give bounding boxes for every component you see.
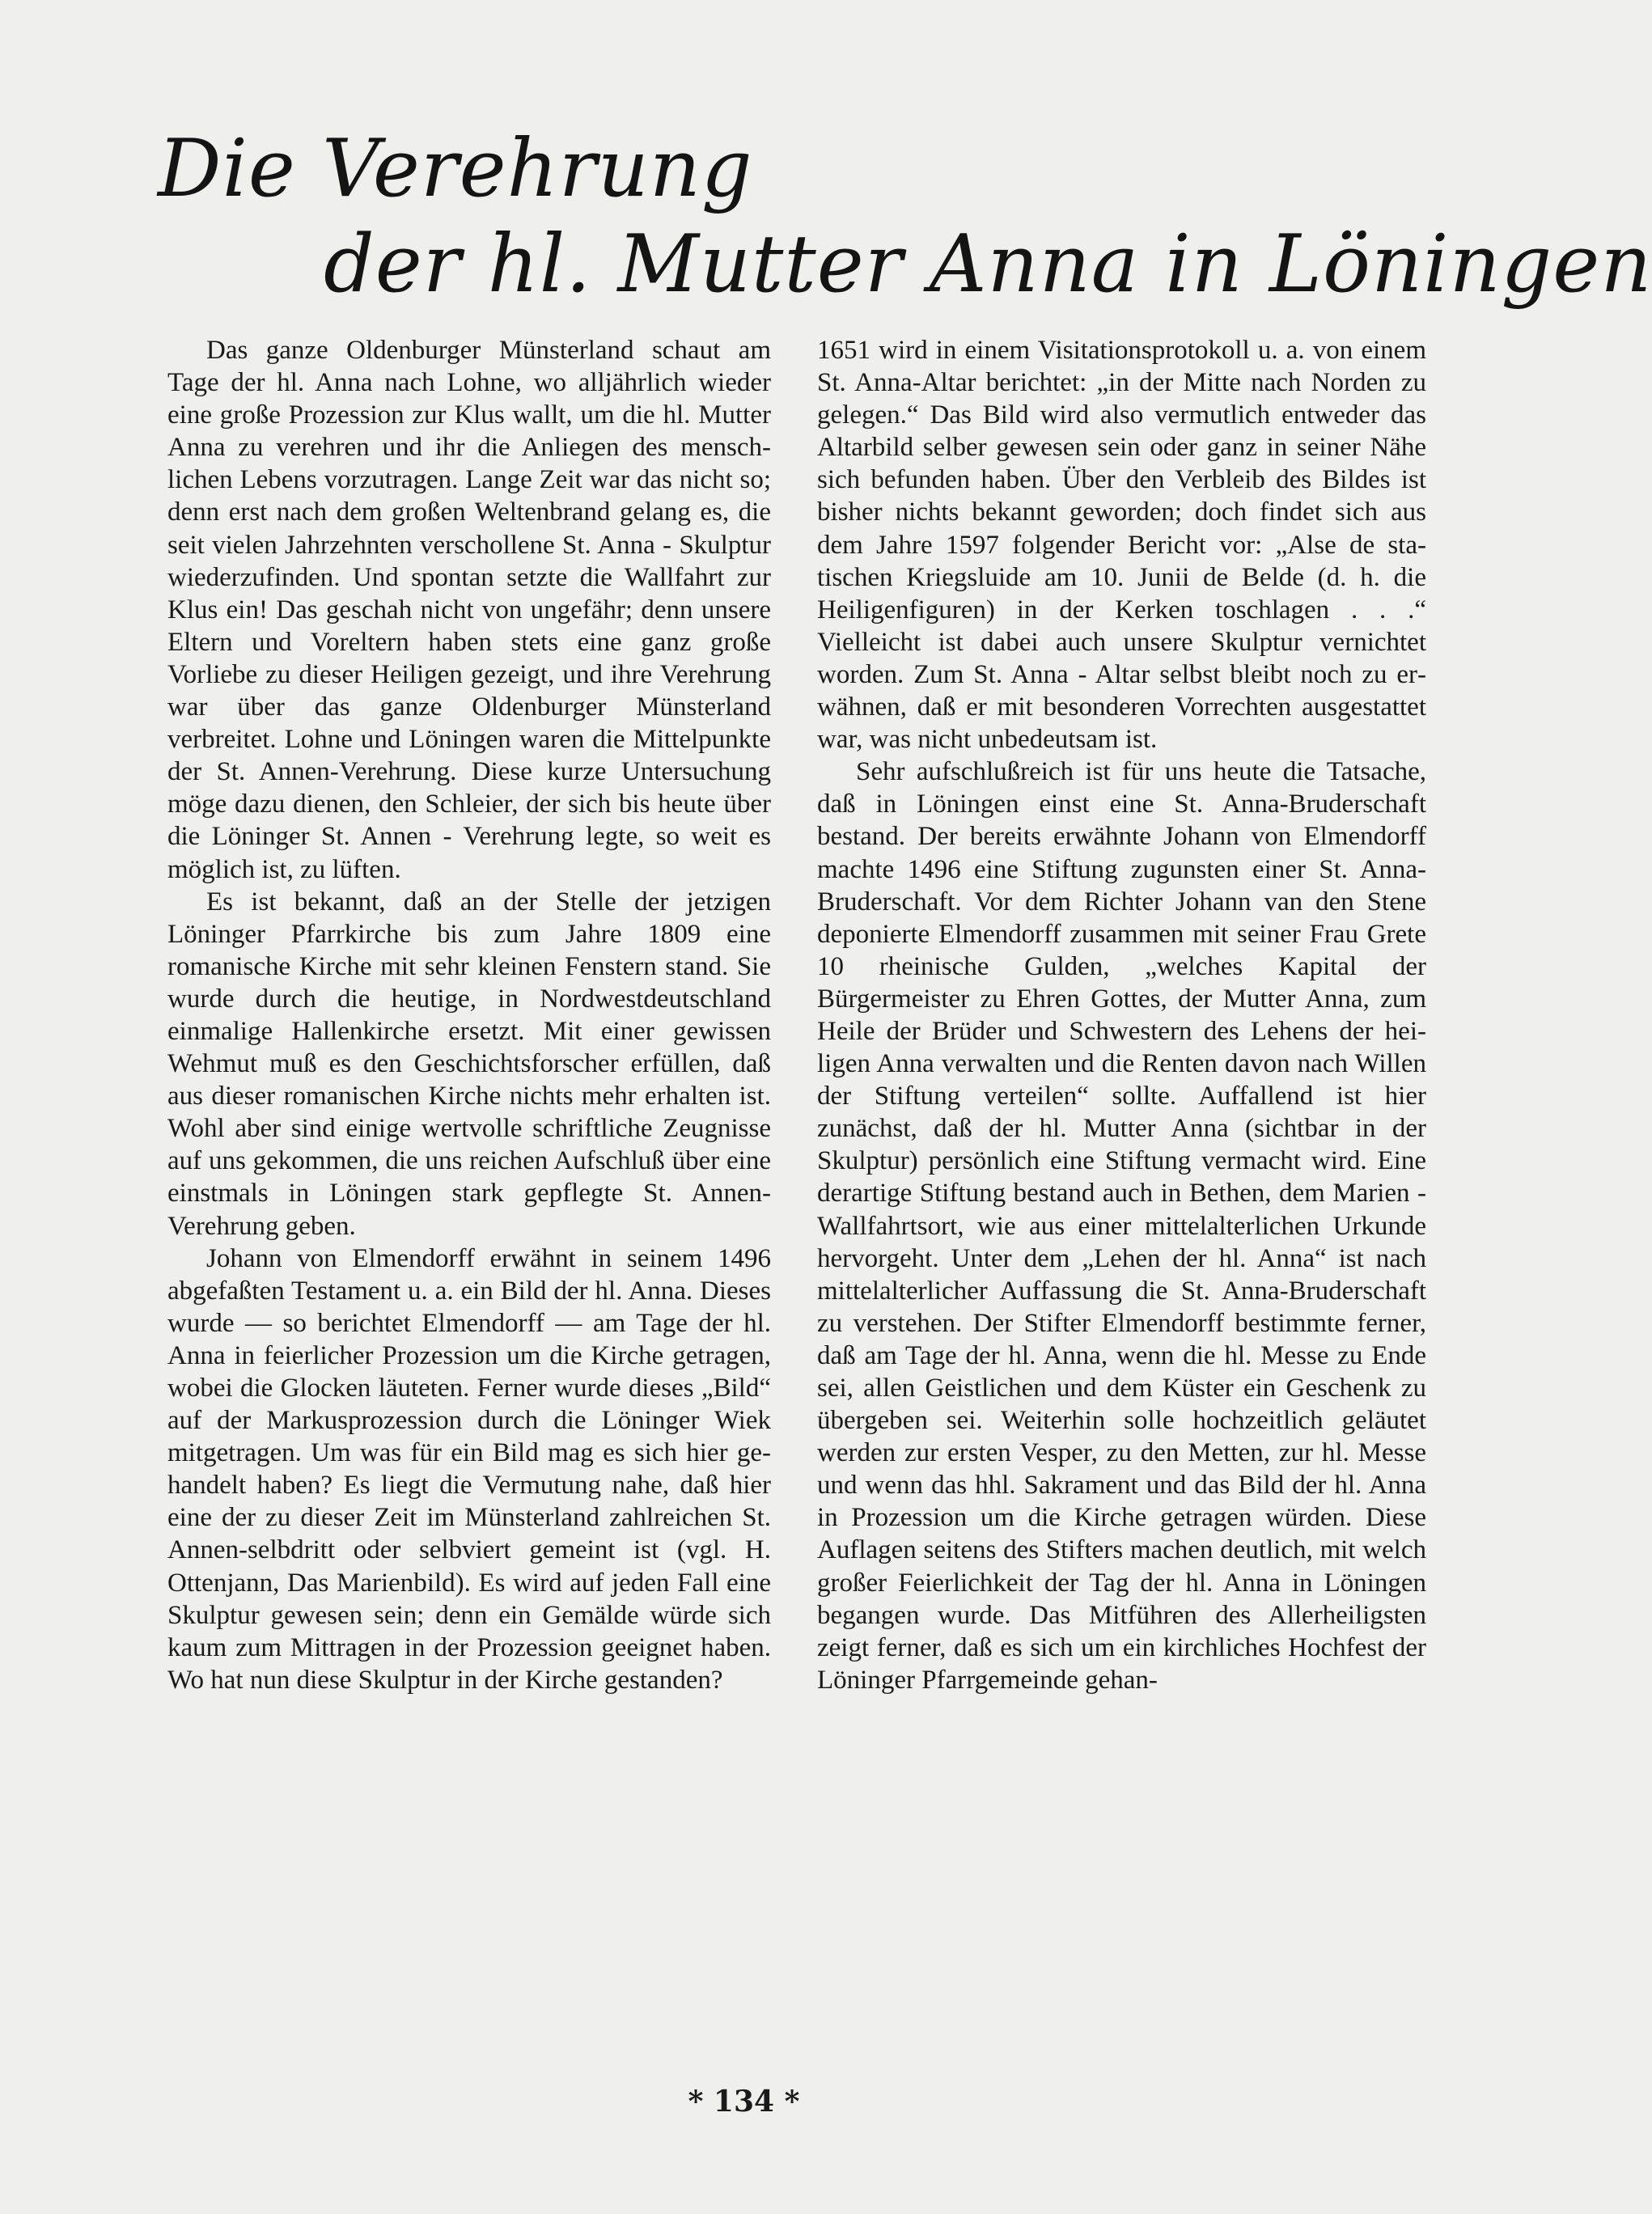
title-line-1: Die Verehrung (158, 123, 753, 215)
paragraph: Es ist bekannt, daß an der Stelle der jetzigen Löninger Pfarrkirche bis zum Jahre 1809 eine romanische Kirche mit sehr kleinen Fenstern stand. Sie wurde durch die heutige, in Nordwestdeutschland einmalige Hallenkirche ersetzt. Mit einer gewissen Wehmut muß es den Geschichtsforscher erfüllen, daß aus dieser romanischen Kirche nichts mehr erhalten ist. Wohl aber sind einige wertvolle schriftliche Zeugnisse auf uns gekommen, die uns reichen Aufschluß über eine einstmals in Löningen stark gepflegte St. Annen-Verehrung geben. (167, 887, 771, 1241)
left-column (167, 334, 771, 1696)
page-number: * 134 * (688, 2085, 800, 2119)
article-title (0, 113, 1652, 315)
paragraph: Sehr aufschlußreich ist für uns heute die Tatsache, daß in Löningen einst eine St. Anna-Bruderschaft bestand. Der bereits erwähnte Johann von Elmendorff machte 1496 eine Stiftung zugunsten einer St. Anna-Bruderschaft. Vor dem Richter Johann van den Stene deponierte Elmendorff zusammen mit seiner Frau Grete 10 rheinische Gulden, „welches Kapital der Bürgermeister zu Ehren Gottes, der Mutter Anna, zum Heile der Brüder und Schwestern des Lehens der heiligen Anna verwalten und die Renten davon nach Willen der Stiftung verteilen“ sollte. Auffallend ist hier zunächst, daß der hl. Mutter Anna (sichtbar in der Skulptur) persönlich eine Stiftung vermacht wird. Eine derartige Stiftung bestand auch in Bethen, dem Marien - Wallfahrtsort, wie aus einer mittelalterlichen Urkunde hervorgeht. Unter dem „Lehen der hl. Anna“ ist nach mittelalterlicher Auffassung die St. Anna-Bruderschaft zu verstehen. Der Stifter Elmendorff bestimmte ferner, daß am Tage der hl. Anna, wenn die hl. Messe zu Ende sei, allen Geistlichen und dem Küster ein Geschenk zu übergeben sei. Weiterhin solle hochzeitlich geläutet werden zur ersten Vesper, zu den Metten, zur hl. Messe und wenn das hhl. Sakrament und das Bild der hl. Anna in Prozession um die Kirche getragen würden. Diese Auflagen seitens des Stifters machen deutlich, mit welch großer Feierlichkeit der Tag der hl. Anna in Löningen begangen wurde. Das Mitführen des Allerheiligsten zeigt ferner, daß es sich um ein kirchliches Hochfest der Löninger Pfarrgemeinde gehan- (817, 757, 1426, 1695)
paragraph: 1651 wird in einem Visitationsprotokoll u. a. von einem St. Anna-Altar berichtet: „in der Mitte nach Norden zu gelegen.“ Das Bild wird also vermutlich entweder das Altarbild selber gewesen sein oder ganz in seiner Nähe sich befunden haben. Über den Verbleib des Bildes ist bisher nichts bekannt geworden; doch findet sich aus dem Jahre 1597 folgender Bericht vor: „Alse de statischen Kriegsluide am 10. Junii de Belde (d. h. die Heiligenfiguren) in der Kerken toschlagen . . .“ Vielleicht ist dabei auch unsere Skulptur vernichtet worden. Zum St. Anna - Altar selbst bleibt noch zu erwähnen, daß er mit besonderen Vorrechten ausgestattet war, was nicht unbedeutsam ist. (817, 336, 1426, 755)
paragraph: Johann von Elmendorff erwähnt in seinem 1496 abgefaßten Testament u. a. ein Bild der hl. Anna. Dieses wurde — so berichtet Elmendorff — am Tage der hl. Anna in feierlicher Prozession um die Kirche getragen, wobei die Glocken läuteten. Ferner wurde dieses „Bild“ auf der Markusprozession durch die Löninger Wiek mitgetragen. Um was für ein Bild mag es sich hier gehandelt haben? Es liegt die Vermutung nahe, daß hier eine der zu dieser Zeit im Münsterland zahlreichen St. Annen-selbdritt oder selbviert gemeint ist (vgl. H. Ottenjann, Das Marienbild). Es wird auf jeden Fall eine Skulptur gewesen sein; denn ein Gemälde würde sich kaum zum Mittragen in der Prozession geeignet haben. Wo hat nun diese Skulptur in der Kirche gestanden? (167, 1243, 771, 1695)
paragraph: Das ganze Oldenburger Münsterland schaut am Tage der hl. Anna nach Lohne, wo alljährlich wieder eine große Prozession zur Klus wallt, um die hl. Mutter Anna zu verehren und ihr die Anliegen des menschlichen Lebens vorzutragen. Lange Zeit war das nicht so; denn erst nach dem großen Weltenbrand gelang es, die seit vielen Jahrzehnten verschollene St. Anna - Skulptur wiederzufinden. Und spontan setzte die Wallfahrt zur Klus ein! Das geschah nicht von ungefähr; denn unsere Eltern und Voreltern haben stets eine ganz große Vorliebe zu dieser Heiligen gezeigt, und ihre Verehrung war über das ganze Oldenburger Münsterland verbreitet. Lohne und Löningen waren die Mittelpunkte der St. Annen-Verehrung. Diese kurze Untersuchung möge dazu dienen, den Schleier, der sich bis heute über die Löninger St. Annen - Verehrung legte, so weit es möglich ist, zu lüften. (167, 336, 771, 884)
title-line-2: der hl. Mutter Anna in Löningen (324, 218, 1652, 311)
right-column (817, 334, 1426, 1696)
